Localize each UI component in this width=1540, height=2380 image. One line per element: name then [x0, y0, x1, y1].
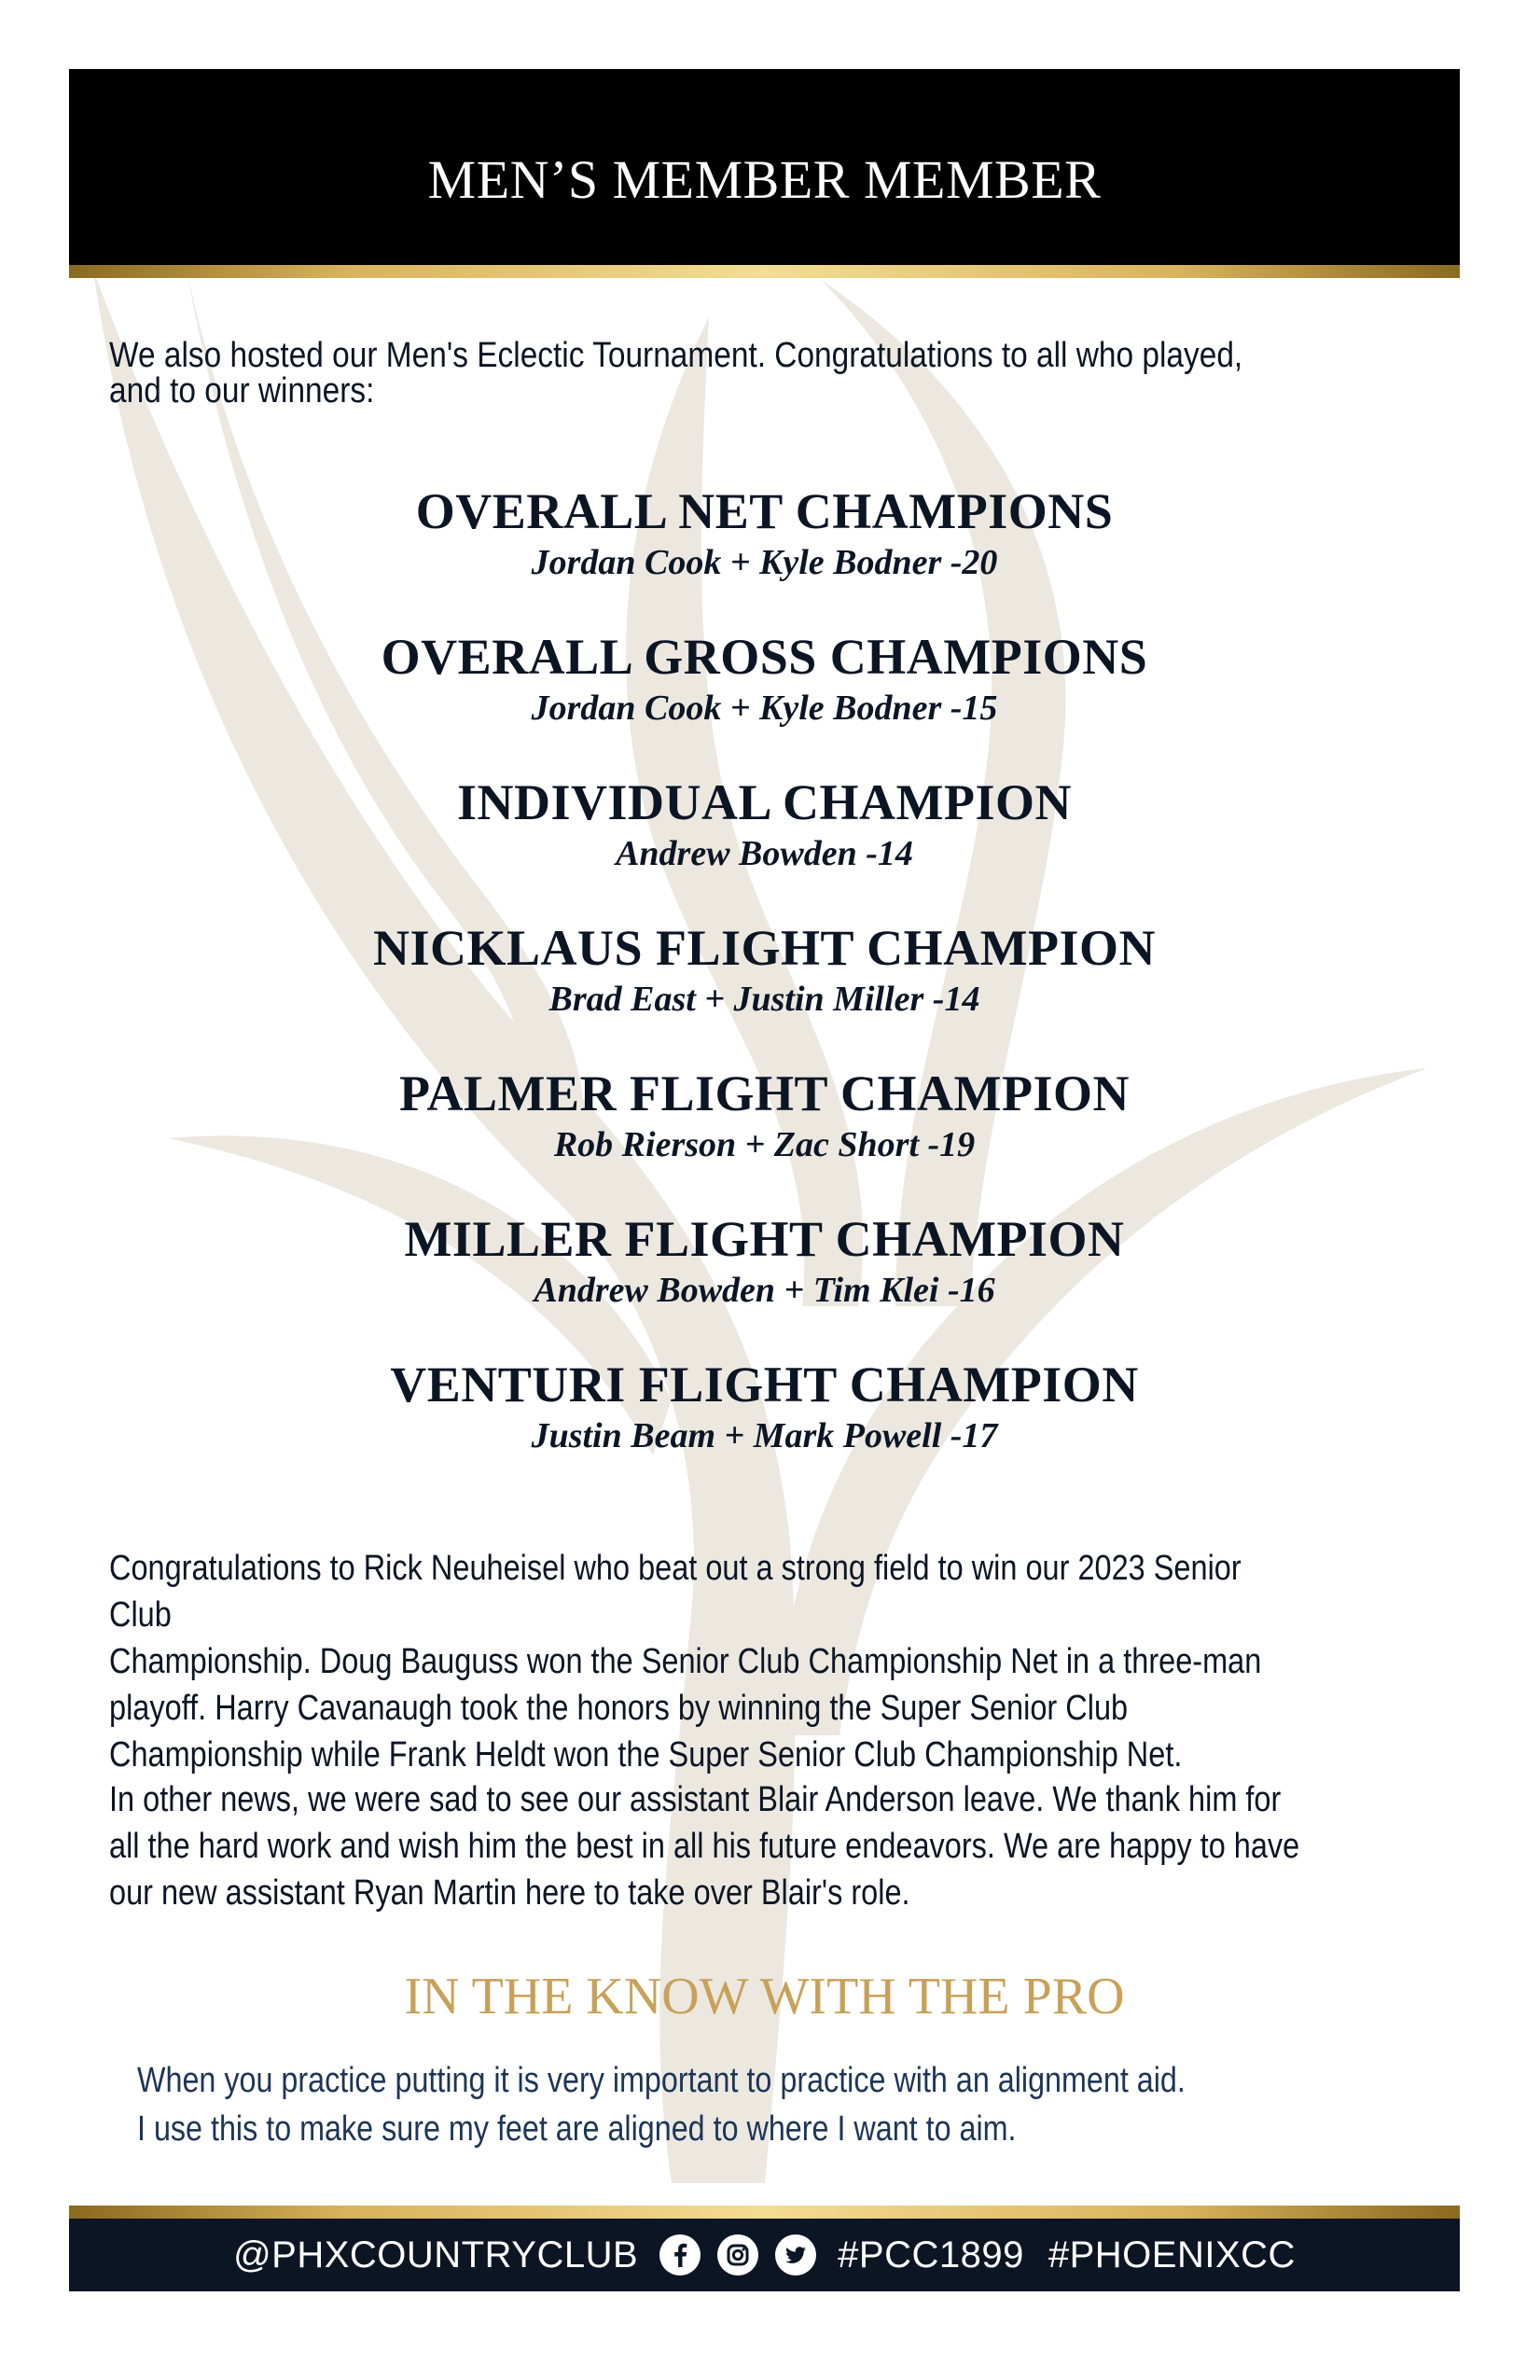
- gold-divider-top: [69, 265, 1460, 278]
- award-winners: Rob Rierson + Zac Short -19: [553, 1125, 976, 1164]
- header-banner: [69, 69, 1460, 265]
- award-winners: Jordan Cook + Kyle Bodner -15: [531, 689, 998, 728]
- award-title: NICKLAUS FLIGHT CHAMPION: [372, 920, 1157, 976]
- gold-divider-bottom: [69, 2206, 1460, 2219]
- award-miller-flight: [69, 1209, 1460, 1355]
- awards-list: [69, 481, 1460, 1500]
- award-winners: Jordan Cook + Kyle Bodner -20: [531, 543, 998, 582]
- pro-tip-text: [137, 2056, 1374, 2153]
- instagram-icon[interactable]: [717, 2234, 758, 2276]
- paragraph-line: Championship while Frank Heldt won the Super Senior Club Championship Net.: [109, 1735, 1183, 1775]
- paragraph-line: playoff. Harry Cavanaugh took the honors by winning the Super Senior Club: [109, 1689, 1129, 1728]
- footer-social-row: [233, 2234, 1296, 2276]
- award-title: MILLER FLIGHT CHAMPION: [404, 1211, 1125, 1267]
- intro-text: We also hosted our Men's Eclectic Tournament. Congratulations to all who played, and to our winners:: [109, 336, 1243, 411]
- award-winners: Brad East + Justin Miller -14: [548, 980, 980, 1019]
- award-winners: Justin Beam + Mark Powell -17: [531, 1416, 998, 1455]
- social-handle[interactable]: @PHXCOUNTRYCLUB: [233, 2234, 639, 2276]
- paragraph-line: our new assistant Ryan Martin here to take over Blair's role.: [109, 1873, 910, 1913]
- award-winners: Andrew Bowden -14: [616, 834, 913, 873]
- award-title: INDIVIDUAL CHAMPION: [456, 774, 1073, 830]
- page-title: MEN’S MEMBER MEMBER: [427, 149, 1102, 210]
- award-nicklaus-flight: [69, 918, 1460, 1064]
- award-winners: Andrew Bowden + Tim Klei -16: [534, 1271, 995, 1310]
- award-palmer-flight: [69, 1064, 1460, 1209]
- award-title: OVERALL NET CHAMPIONS: [415, 483, 1114, 539]
- senior-championship-paragraph: [109, 1545, 1306, 1778]
- paragraph-line: Championship. Doug Bauguss won the Senior Club Championship Net in a three-man: [109, 1642, 1262, 1681]
- award-title: PALMER FLIGHT CHAMPION: [398, 1065, 1130, 1121]
- paragraph-line: In other news, we were sad to see our assistant Blair Anderson leave. We thank him for: [109, 1780, 1282, 1819]
- award-title: OVERALL GROSS CHAMPIONS: [381, 629, 1148, 685]
- paragraph-line: all the hard work and wish him the best in all his future endeavors. We are happy to have: [109, 1827, 1300, 1866]
- award-overall-gross: [69, 627, 1460, 772]
- pro-section-heading: IN THE KNOW WITH THE PRO: [404, 1968, 1125, 2025]
- facebook-icon[interactable]: [659, 2234, 701, 2276]
- staff-news-paragraph: [109, 1776, 1306, 1916]
- hashtag-pcc1899[interactable]: #PCC1899: [838, 2234, 1024, 2276]
- award-overall-net: [69, 481, 1460, 627]
- hashtag-phoenixcc[interactable]: #PHOENIXCC: [1047, 2234, 1296, 2276]
- twitter-icon[interactable]: [775, 2234, 816, 2276]
- pro-tip-line: When you practice putting it is very important to practice with an alignment aid.: [137, 2061, 1186, 2100]
- pro-tip-line: I use this to make sure my feet are aligned to where I want to aim.: [137, 2109, 1017, 2149]
- paragraph-line: Congratulations to Rick Neuheisel who beat out a strong field to win our 2023 Senior Club: [109, 1549, 1242, 1635]
- award-title: VENTURI FLIGHT CHAMPION: [390, 1357, 1139, 1413]
- footer-bar: [69, 2219, 1460, 2291]
- award-individual: [69, 772, 1460, 918]
- award-venturi-flight: [69, 1355, 1460, 1500]
